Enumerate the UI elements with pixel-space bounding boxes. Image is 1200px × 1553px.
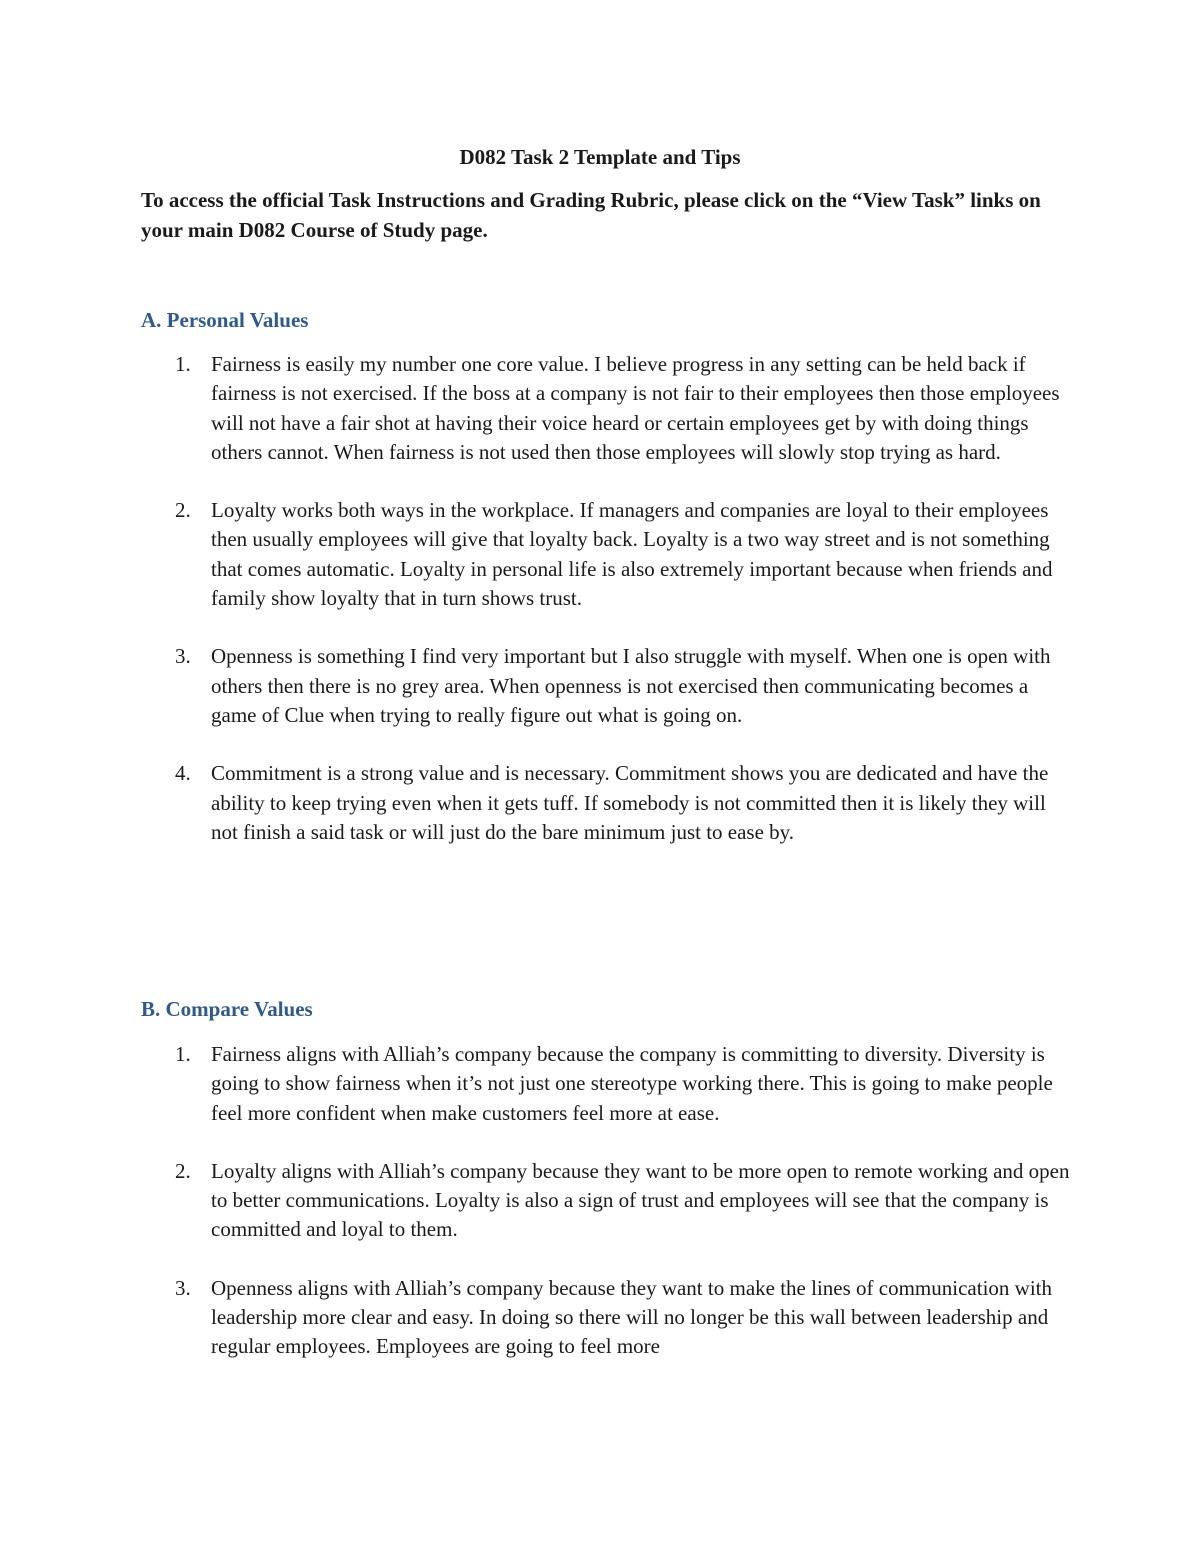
list-item-text: Fairness aligns with Alliah’s company because the company is committing to diversity. Diversity is going to show fairness when it’s not just one stereotype working there. This is going to make people feel more confident when make customers feel more at ease. (211, 1042, 1053, 1125)
section-b-list (141, 1040, 1071, 1391)
list-item-number: 3. (175, 1275, 191, 1300)
list-item-text: Loyalty works both ways in the workplace. If managers and companies are loyal to their employees then usually employees will give that loyalty back. Loyalty is a two way street and is not something that comes automatic. Loyalty in personal life is also extremely important because when friends and family show loyalty that in turn shows trust. (211, 498, 1053, 611)
list-item (141, 1157, 1071, 1245)
document-title: D082 Task 2 Template and Tips (459, 145, 741, 169)
section-a-heading: A. Personal Values (141, 308, 309, 332)
list-item-number: 2. (175, 1158, 191, 1183)
section-b-heading: B. Compare Values (141, 997, 313, 1021)
intro-instructions: To access the official Task Instructions and Grading Rubric, please click on the “View Task” links on your main D082 Course of Study page. (141, 188, 1041, 242)
list-item (141, 1040, 1071, 1128)
list-item (141, 759, 1071, 847)
list-item (141, 1274, 1071, 1362)
list-item-text: Openness aligns with Alliah’s company because they want to make the lines of communication with leadership more clear and easy. In doing so there will no longer be this wall between leadership and regular employees. Employees are going to feel more (211, 1275, 1052, 1359)
list-item-number: 1. (175, 352, 191, 376)
list-item-number: 3. (175, 644, 191, 669)
list-item-number: 1. (175, 1042, 191, 1066)
list-item (141, 496, 1071, 613)
list-item-text: Fairness is easily my number one core value. I believe progress in any setting can be held back if fairness is not exercised. If the boss at a company is not fair to their employees then those employees will not have a fair shot at having their voice heard or certain employees get by with doing things others cannot. When fairness is not used then those employees will slowly stop trying as hard. (211, 352, 1060, 464)
list-item (141, 350, 1071, 467)
section-a-list (141, 350, 1071, 876)
list-item-text: Openness is something I find very important but I also struggle with myself. When one is open with others then there is no grey area. When openness is not exercised then communicating becomes a game of Clue when trying to really figure out what is going on. (211, 644, 1051, 727)
list-item (141, 642, 1071, 730)
list-item-text: Loyalty aligns with Alliah’s company because they want to be more open to remote working and open to better communications. Loyalty is also a sign of trust and employees will see that the company is committed and loyal to them. (211, 1158, 1070, 1242)
list-item-number: 4. (175, 761, 191, 786)
list-item-text: Commitment is a strong value and is necessary. Commitment shows you are dedicated and have the ability to keep trying even when it gets tuff. If somebody is not committed then it is likely they will not finish a said task or will just do the bare minimum just to ease by. (211, 761, 1049, 844)
list-item-number: 2. (175, 498, 191, 523)
